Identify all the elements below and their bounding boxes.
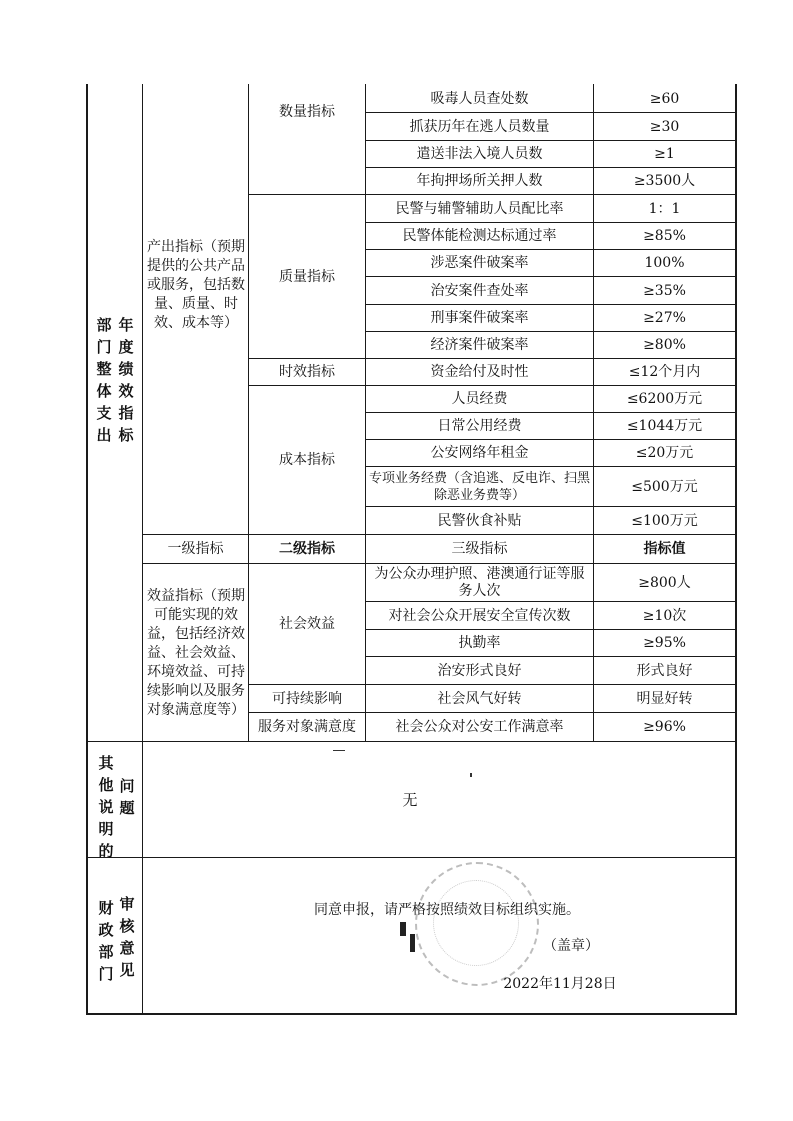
finance-review-label: 审核意见	[119, 895, 135, 979]
indicator-value: ≤1044万元	[626, 418, 703, 434]
table-border-bottom	[86, 1013, 737, 1015]
indicator-name: 社会公众对公安工作满意率	[395, 719, 564, 735]
output-indicator-category: 产出指标（预期提供的公共产品或服务，包括数量、质量、时效、成本等）	[147, 238, 245, 331]
indicator-name: 年拘押场所关押人数	[416, 173, 543, 189]
indicator-name: 资金给付及时性	[430, 364, 529, 380]
indicator-name: 吸毒人员查处数	[430, 90, 529, 107]
indicator-value: ≥85%	[643, 228, 686, 244]
section-label-department-expenditure: 部门整体支出	[96, 316, 112, 444]
section-separator	[86, 741, 737, 742]
indicator-name: 人员经费	[451, 391, 508, 407]
indicator-name: 民警体能检测达标通过率	[402, 228, 557, 244]
indicator-name: 公安网络年租金	[430, 445, 529, 461]
indicator-value: ≥80%	[643, 337, 686, 353]
header-level2: 二级指标	[279, 541, 335, 557]
table-border-right	[735, 84, 737, 1014]
indicator-value: ≥95%	[643, 635, 686, 651]
indicator-value: ≤500万元	[631, 478, 698, 495]
indicator-value: ≤100万元	[631, 512, 698, 529]
indicator-value: ≥96%	[643, 719, 686, 735]
indicator-name: 抓获历年在逃人员数量	[409, 118, 550, 135]
indicator-value: ≥30	[649, 118, 680, 135]
quantity-indicator-label: 数量指标	[279, 104, 335, 120]
indicator-name: 执勤率	[458, 635, 501, 651]
indicator-value: ≥800人	[638, 574, 691, 591]
header-level1: 一级指标	[167, 541, 224, 557]
indicator-value: ≥10次	[642, 607, 687, 624]
timeliness-indicator-label: 时效指标	[279, 364, 335, 380]
indicator-name: 涉恶案件破案率	[430, 255, 529, 271]
indicator-value: ≥60	[649, 90, 680, 107]
indicator-name: 治安形式良好	[437, 662, 522, 679]
finance-department-label: 财政部门	[98, 899, 114, 983]
other-remarks-label: 其他说明的	[98, 754, 114, 860]
seal-ink-mark	[400, 922, 406, 936]
finance-opinion: 同意申报，请严格按照绩效目标组织实施。	[314, 902, 580, 918]
cost-indicator-label: 成本指标	[279, 452, 335, 468]
scan-mark	[333, 750, 345, 751]
indicator-name: 对社会公众开展安全宣传次数	[388, 607, 571, 624]
table-border-left	[86, 84, 88, 1014]
official-seal-inner	[433, 880, 519, 966]
indicator-value: ≥1	[654, 146, 675, 162]
sustainability-label: 可持续影响	[272, 690, 342, 707]
seal-ink-mark	[410, 934, 415, 952]
indicator-value: ≥35%	[643, 282, 686, 299]
section-separator	[86, 857, 737, 858]
indicator-value: ≥3500人	[633, 173, 696, 189]
indicator-name: 为公众办理护照、港澳通行证等服务人次	[374, 565, 585, 599]
indicator-value: 100%	[644, 255, 685, 271]
approval-date: 2022年11月28日	[503, 976, 617, 992]
indicator-name: 社会风气好转	[437, 690, 522, 707]
indicator-name: 民警伙食补贴	[437, 512, 522, 529]
benefit-indicator-category: 效益指标（预期可能实现的效益，包括经济效益、社会效益、环境效益、可持续影响以及服务对象满意度等）	[147, 587, 245, 718]
header-level3: 三级指标	[451, 541, 508, 557]
indicator-value: 1：1	[648, 200, 681, 217]
quality-indicator-label: 质量指标	[279, 268, 335, 285]
indicator-name: 刑事案件破案率	[430, 310, 529, 326]
header-value: 指标值	[643, 541, 686, 557]
indicator-name: 遣送非法入境人员数	[416, 146, 543, 162]
other-remarks-content: 无	[402, 791, 418, 809]
indicator-name: 日常公用经费	[437, 418, 522, 434]
indicator-value: ≤20万元	[635, 445, 694, 461]
indicator-value: ≥27%	[643, 310, 686, 326]
indicator-name: 专项业务经费（含追逃、反电诈、扫黑除恶业务费等）	[368, 470, 590, 503]
indicator-value: ≤12个月内	[628, 364, 701, 380]
indicator-value: 形式良好	[636, 662, 693, 679]
social-benefit-label: 社会效益	[279, 616, 335, 632]
indicator-name: 经济案件破案率	[430, 337, 529, 353]
indicator-value: ≤6200万元	[626, 391, 703, 407]
seal-note: （盖章）	[543, 938, 599, 954]
section-label-annual-indicators: 年度绩效指标	[118, 316, 134, 444]
scan-mark	[470, 773, 472, 777]
indicator-name: 治安案件查处率	[430, 282, 529, 299]
indicator-name: 民警与辅警辅助人员配比率	[395, 200, 564, 217]
indicator-value: 明显好转	[636, 690, 693, 707]
other-remarks-label-b: 问题	[119, 777, 135, 817]
satisfaction-label: 服务对象满意度	[258, 719, 356, 735]
